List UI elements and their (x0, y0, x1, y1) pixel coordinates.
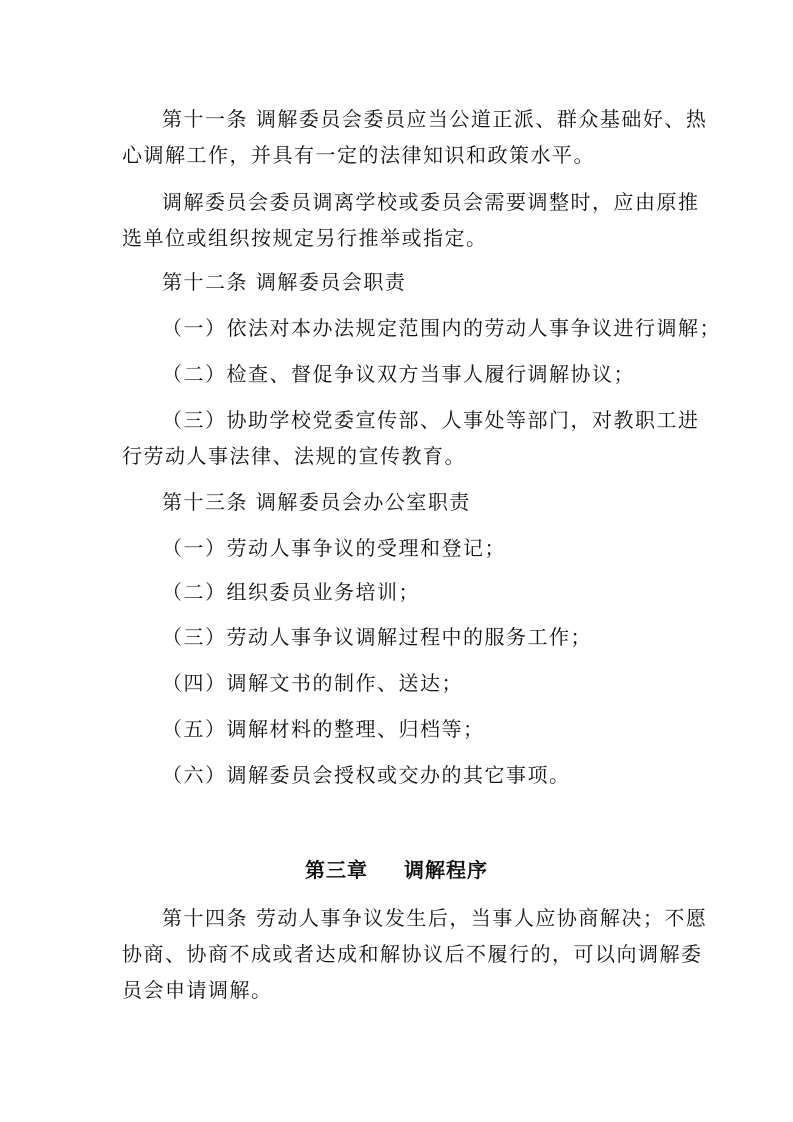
article-13-item-4: （四）调解文书的制作、送达； (162, 671, 463, 695)
article-11-line-1: 第十一条 调解委员会委员应当公道正派、群众基础好、热 (162, 107, 708, 131)
article-12-heading: 第十二条 调解委员会职责 (162, 270, 407, 294)
article-12-item-1: （一）依法对本办法规定范围内的劳动人事争议进行调解； (162, 316, 721, 340)
article-12-item-3-continued: 行劳动人事法律、法规的宣传教育。 (122, 444, 466, 468)
article-14-line-2: 协商、协商不成或者达成和解协议后不履行的，可以向调解委 (122, 942, 703, 966)
article-12-item-3: （三）协助学校党委宣传部、人事处等部门，对教职工进 (162, 408, 700, 432)
article-11-line-2: 心调解工作，并具有一定的法律知识和政策水平。 (122, 143, 595, 167)
article-13-item-6: （六）调解委员会授权或交办的其它事项。 (162, 763, 571, 787)
article-11-para2-line-1: 调解委员会委员调离学校或委员会需要调整时，应由原推 (162, 190, 700, 214)
article-13-item-3: （三）劳动人事争议调解过程中的服务工作； (162, 625, 592, 649)
article-12-item-2: （二）检查、督促争议双方当事人履行调解协议； (162, 362, 635, 386)
article-13-item-2: （二）组织委员业务培训； (162, 580, 420, 604)
article-14-line-3: 员会申请调解。 (122, 978, 273, 1002)
chapter-title: 调解程序 (404, 858, 488, 882)
article-13-item-1: （一）劳动人事争议的受理和登记； (162, 536, 506, 560)
article-14-line-1: 第十四条 劳动人事争议发生后，当事人应协商解决；不愿 (162, 906, 708, 930)
article-11-para2-line-2: 选单位或组织按规定另行推举或指定。 (122, 226, 488, 250)
chapter-number: 第三章 (305, 858, 368, 882)
article-13-item-5: （五）调解材料的整理、归档等； (162, 717, 485, 741)
chapter-heading (0, 858, 793, 882)
article-13-heading: 第十三条 调解委员会办公室职责 (162, 490, 471, 514)
